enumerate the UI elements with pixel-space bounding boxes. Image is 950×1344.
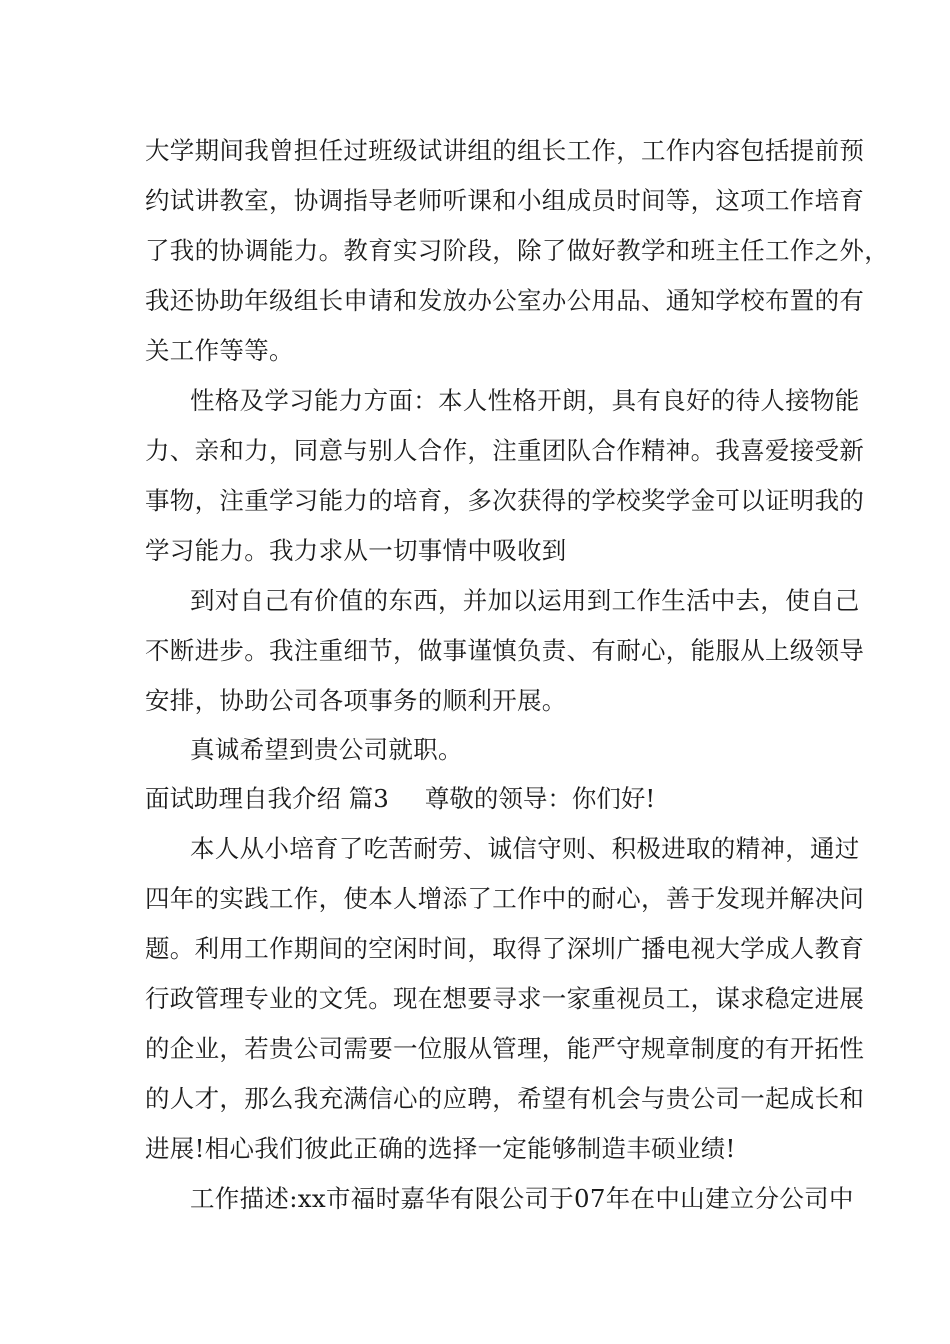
paragraph-line: 到对自己有价值的东西，并加以运用到工作生活中去，使自己 <box>190 586 860 615</box>
paragraph-line: 了我的协调能力。教育实习阶段，除了做好教学和班主任工作之外， <box>145 236 889 265</box>
section-heading <box>145 784 655 814</box>
paragraph-line: 安排，协助公司各项事务的顺利开展。 <box>145 686 567 715</box>
paragraph-line: 本人从小培育了吃苦耐劳、诚信守则、积极进取的精神，通过 <box>190 834 860 863</box>
paragraph-line: 题。利用工作期间的空闲时间，取得了深圳广播电视大学成人教育 <box>145 934 865 963</box>
paragraph-line: 约试讲教室，协调指导老师听课和小组成员时间等，这项工作培育 <box>145 186 865 215</box>
section-greeting: 尊敬的领导：你们好! <box>424 784 656 813</box>
paragraph-line: 关工作等等。 <box>145 336 294 365</box>
paragraph-line: 行政管理专业的文凭。现在想要寻求一家重视员工，谋求稳定进展 <box>145 984 865 1013</box>
paragraph-line: 事物，注重学习能力的培育，多次获得的学校奖学金可以证明我的 <box>145 486 865 515</box>
section-title: 面试助理自我介绍 篇3 <box>145 784 389 813</box>
paragraph-line: 性格及学习能力方面：本人性格开朗，具有良好的待人接物能 <box>190 386 860 415</box>
paragraph-line: 真诚希望到贵公司就职。 <box>190 735 463 764</box>
paragraph-line: 的人才，那么我充满信心的应聘，希望有机会与贵公司一起成长和 <box>145 1084 865 1113</box>
paragraph-line: 不断进步。我注重细节，做事谨慎负责、有耐心，能服从上级领导 <box>145 636 865 665</box>
paragraph-line: 学习能力。我力求从一切事情中吸收到 <box>145 536 567 565</box>
paragraph-line: 大学期间我曾担任过班级试讲组的组长工作，工作内容包括提前预 <box>145 136 865 165</box>
paragraph-line: 工作描述:xx市福时嘉华有限公司于07年在中山建立分公司中 <box>190 1184 854 1213</box>
paragraph-line: 的企业，若贵公司需要一位服从管理，能严守规章制度的有开拓性 <box>145 1034 865 1063</box>
paragraph-line: 力、亲和力，同意与别人合作，注重团队合作精神。我喜爱接受新 <box>145 436 865 465</box>
paragraph-line: 四年的实践工作，使本人增添了工作中的耐心，善于发现并解决问 <box>145 884 865 913</box>
paragraph-line: 我还协助年级组长申请和发放办公室办公用品、通知学校布置的有 <box>145 286 865 315</box>
paragraph-line: 进展!相心我们彼此正确的选择一定能够制造丰硕业绩! <box>145 1134 736 1163</box>
